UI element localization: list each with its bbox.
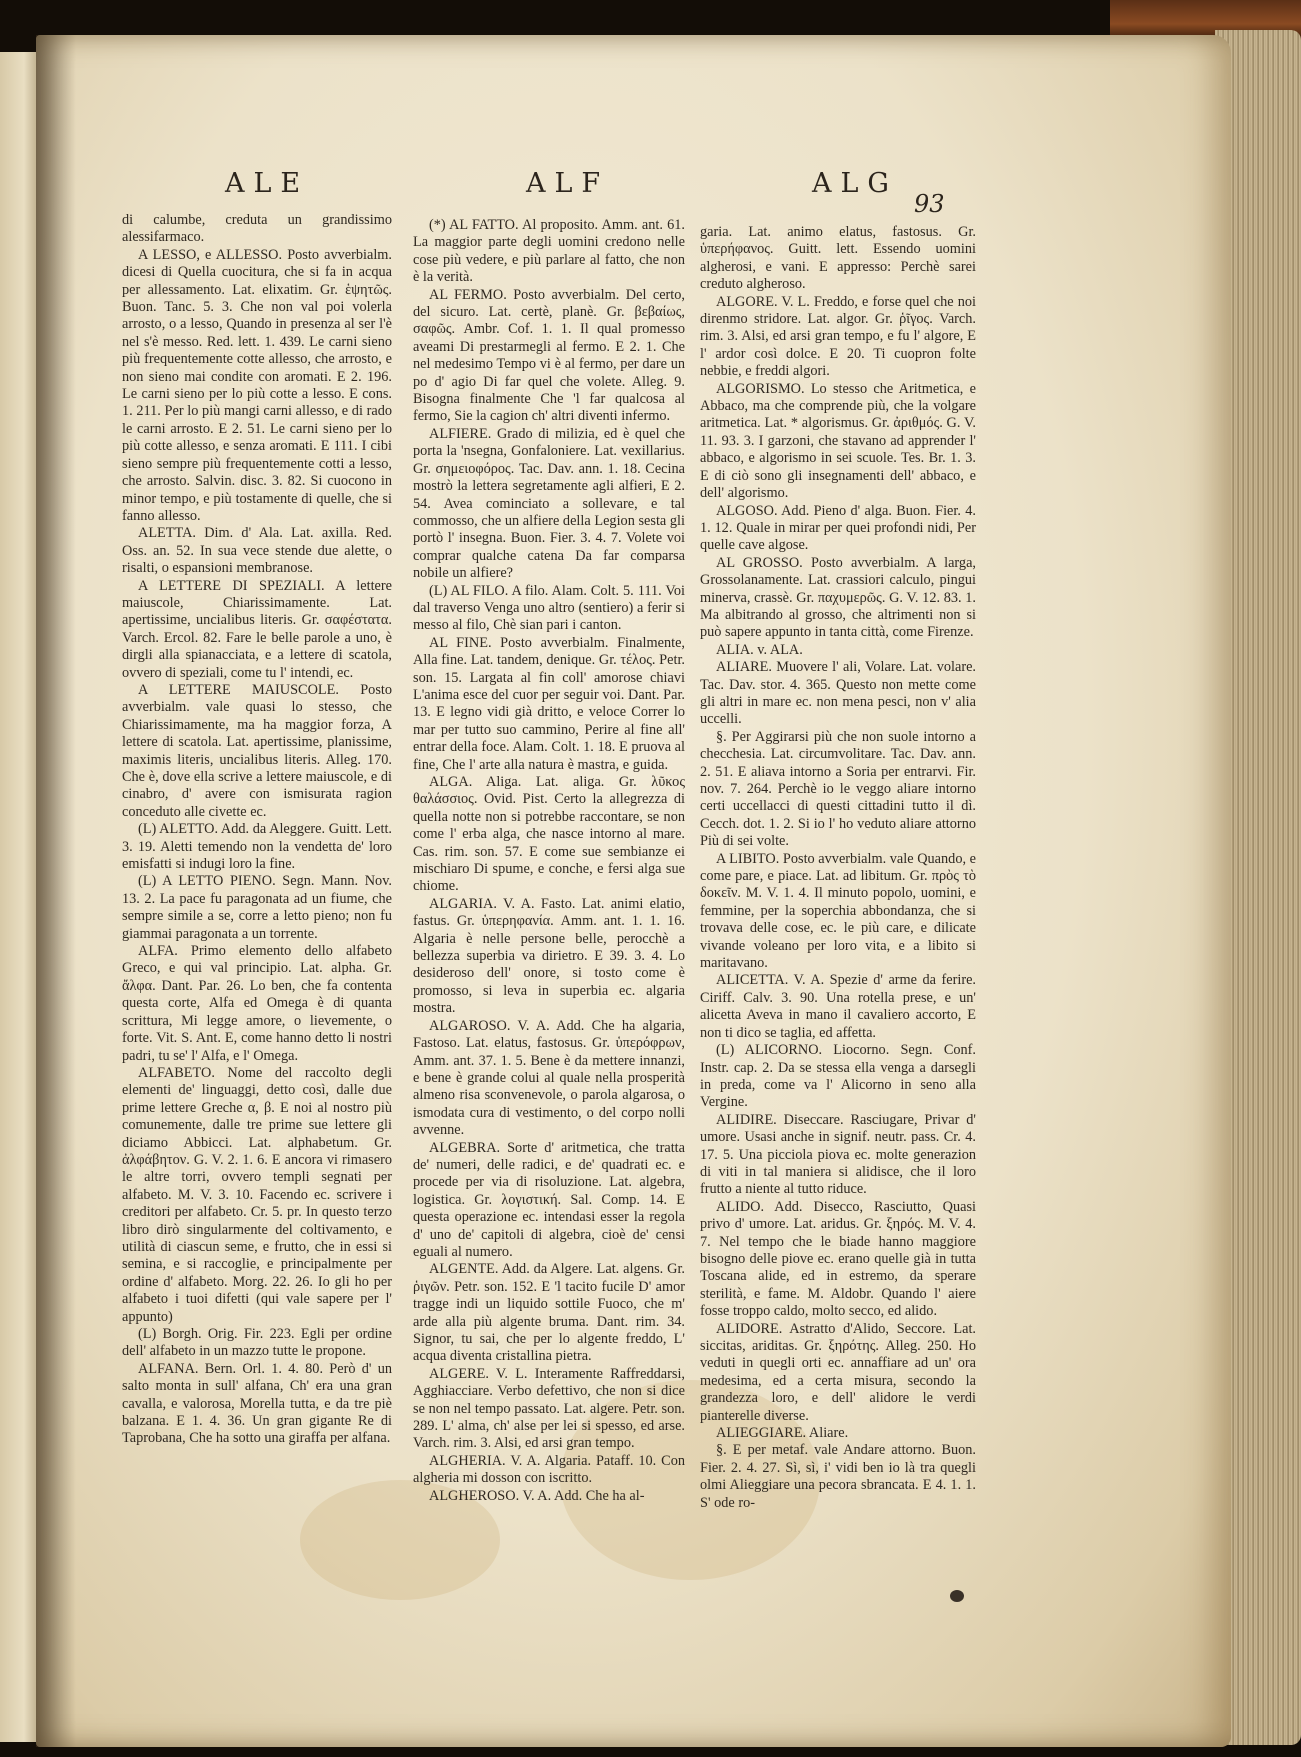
entry: ALGHERIA. V. A. Algaria. Pataff. 10. Con algheria mi dosson con iscritto. xyxy=(413,1452,685,1487)
entry: ALIDO. Add. Disecco, Rasciutto, Quasi privo d' umore. Lat. aridus. Gr. ξηρός. M. V. 4. 7. Nel tempo che le biade hanno maggiore bisogno delle piove ec. erano quelle già in tutta Toscana alide, ed in estremo, da sperare sterilità, e fame. M. Aldobr. Quando l' aiere fosse troppo caldo, molto secco, ed alido. xyxy=(700,1198,976,1320)
text-column-right xyxy=(700,224,976,1512)
text-column-left xyxy=(122,212,392,1448)
entry: A LETTERE MAIUSCOLE. Posto avverbialm. vale quasi lo stesso, che Chiarissimamente, ma ha maggior forza, A lettere di scatola. Lat. apertissime, planissime, maximis literis, uncialibus literis. Alleg. 170. Che è, dove ella scrive a lettere maiuscole, e di cinabro, d' avere con ismisurata ragion conceduto alle civette ec. xyxy=(122,681,392,820)
page-number: 93 xyxy=(914,190,945,218)
text-column-center xyxy=(413,217,685,1505)
entry: (L) ALETTO. Add. da Aleggere. Guitt. Lett. 3. 19. Aletti temendo non la vendetta de' loro emisfatti si indugi loro la fine. xyxy=(122,821,392,873)
entry: ALFANA. Bern. Orl. 1. 4. 80. Però d' un salto monta in sull' alfana, Ch' era una gran cavalla, e valorosa, Morella tutta, e da tre piè balzana. E 1. 4. 36. Un gran gigante Re di Taprobana, Che ha sotto una giraffa per alfana. xyxy=(122,1360,392,1447)
entry: ALIARE. Muovere l' ali, Volare. Lat. volare. Tac. Dav. stor. 4. 365. Questo non mette come gli altri in mare ec. non mena pesci, non v' alia uccelli. xyxy=(700,659,976,728)
entry: ALGORE. V. L. Freddo, e forse quel che noi direnmo stridore. Lat. algor. Gr. ῥῖγος. Varch. rim. 3. Alsi, ed arsi gran tempo, e fu l' algore, E l' ardor così dolce. E 20. Ti cuopron folte nebbie, e freddi algori. xyxy=(700,293,976,380)
entry: A LESSO, e ALLESSO. Posto avverbialm. dicesi di Quella cuocitura, che si fa in acqua per allessamento. Lat. elixatim. Gr. ἑψητῶς. Buon. Tanc. 5. 3. Che non val poi volerla arrosto, o a lesso, Quando in presenza al ser l'è nel s'è messo. Red. lett. 1. 439. Le carni sieno più frequentemente cotte allesso, che arrosto, e non sieno mai condite con aromati. E 2. 196. Le carni sieno per lo più cotte a lesso. E cons. 1. 211. Per lo più mangi carni allesso, e di rado le carni arrosto. E 2. 51. Le carni sieno per lo più cotte allesso, e senza aromati. E 111. I cibi sieno sempre più frequentemente cotti a lesso, che arrosto. Salvin. disc. 3. 82. Si cuocono in minor tempo, e più tostamente di quelle, che si fanno allesso. xyxy=(122,246,392,524)
entry: ALGHEROSO. V. A. Add. Che ha al- xyxy=(429,1487,645,1504)
entry: ALGAROSO. V. A. Add. Che ha algaria, Fastoso. Lat. elatus, fastosus. Gr. ὑπερόφρων, Amm. ant. 37. 1. 5. Bene è da mettere innanzi, e bene è grande colui al quale nella prosperità almeno risa sconvenevole, o parola algarosa, o ismodata cura di vestimento, o del corpo nolli avvenne. xyxy=(413,1017,685,1139)
entry: ALIDIRE. Diseccare. Rasciugare, Privar d' umore. Usasi anche in signif. neutr. pass. Cr. 4. 17. 5. Una picciola piova ec. molte generazion di viti in tal maniera si alidisce, che il loro frutto a niente al tutto riduce. xyxy=(700,1111,976,1198)
entry: AL FINE. Posto avverbialm. Finalmente, Alla fine. Lat. tandem, denique. Gr. τέλος. Petr. son. 15. Largata al fin coll' amorose chiavi L'anima esce del cuor per seguir voi. Dant. Par. 13. E legno vidi già dritto, e veloce Correr lo mar per tutto suo cammino, Perire al fine all' entrar della foce. Alam. Colt. 1. 18. E pruova al fine, Che l' arte alla natura è mastra, e guida. xyxy=(413,634,685,773)
entry: ALGERE. V. L. Interamente Raffreddarsi, Agghiacciare. Verbo defettivo, che non si dice se non nel tempo passato. Lat. algere. Petr. son. 289. L' alma, ch' alse per lei si spesso, ed arse. Varch. rim. 3. Alsi, ed arsi gran tempo. xyxy=(413,1365,685,1452)
entry: ALGARIA. V. A. Fasto. Lat. animi elatio, fastus. Gr. ὑπερηφανία. Amm. ant. 1. 1. 16. Algaria è nelle persone belle, perocchè a bellezza superbia va dirietro. E 39. 3. 4. Lo desideroso dell' onore, si tosto come è promosso, si leva in superbia ec. algaria mostra. xyxy=(413,895,685,1017)
entry: ALIEGGIARE. Aliare. xyxy=(716,1425,849,1442)
entry: ALICETTA. V. A. Spezie d' arme da ferire. Ciriff. Calv. 3. 90. Una rotella prese, e un' alicetta Aveva in mano il cavaliero accorto, E non ti dico se taglia, ed affetta. xyxy=(700,972,976,1041)
entry: garia. Lat. animo elatus, fastosus. Gr. ὑπερήφανος. Guitt. lett. Essendo uomini algherosi, e vani. E appresso: Perchè sarei creduto algheroso. xyxy=(700,224,976,293)
entry: ALIDORE. Astratto d'Alido, Seccore. Lat. siccitas, ariditas. Gr. ξηρότης. Alleg. 250. Ho veduti in quegli orti ec. annaffiare ad un' ora medesima, ed a certa misura, secondo la grandezza loro, e dell' alidore le verdi pianterelle diverse. xyxy=(700,1320,976,1424)
entry: A LIBITO. Posto avverbialm. vale Quando, e come pare, e piace. Lat. ad libitum. Gr. πρὸς τὸ δοκεῖν. M. V. 1. 4. Il minuto popolo, uomini, e femmine, per la soperchia abbondanza, che si trovava delle cose, ec. le più care, e dilicate vivande voleano per loro vita, e a libito si maritavano. xyxy=(700,850,976,972)
entry: ALGENTE. Add. da Algere. Lat. algens. Gr. ῥιγῶν. Petr. son. 152. E 'l tacito fucile D' amor tragge indi un liquido sottile Fuoco, che m' arde alla più algente bruma. Dant. rim. 34. Signor, tu sai, che per lo algente freddo, L' acqua diventa cristallina pietra. xyxy=(413,1261,685,1365)
entry: (L) ALICORNO. Liocorno. Segn. Conf. Instr. cap. 2. Da se stessa ella venga a darsegli in preda, come va l' Alicorno in seno alla Vergine. xyxy=(700,1042,976,1111)
gutter-shadow xyxy=(36,35,76,1747)
entry: (*) AL FATTO. Al proposito. Amm. ant. 61. La maggior parte degli uomini credono nelle cose più vedere, e più parlare al fatto, che non è la verità. xyxy=(413,217,685,286)
entry: ALGEBRA. Sorte d' aritmetica, che tratta de' numeri, delle radici, e de' quadrati ec. e procede per via di risoluzione. Lat. algebra, logistica. Gr. λογιστική. Sal. Comp. 14. E questa operazione ec. intendasi esser la regola d' uno de' capitoli di algebra, cioè de' censi eguali al numero. xyxy=(413,1139,685,1260)
entry: ALETTA. Dim. d' Ala. Lat. axilla. Red. Oss. an. 52. In sua vece stende due alette, o risalti, o espansioni membranose. xyxy=(122,525,392,577)
entry: §. E per metaf. vale Andare attorno. Buon. Fier. 2. 4. 27. Sì, sì, i' vidi ben io là tra quegli olmi Alieggiare una pecora sbrancata. E 4. 1. 1. S' ode ro- xyxy=(700,1442,976,1511)
entry: ALGOSO. Add. Pieno d' alga. Buon. Fier. 4. 1. 12. Quale in mirar per quei profondi nidi, Per quelle cave algose. xyxy=(700,502,976,554)
entry: ALFABETO. Nome del raccolto degli elementi de' linguaggi, detto così, dalle due prime lettere Greche α, β. E noi al nostro più comunemente, dalle tre prime sue lettere gli diciamo Abbicci. Lat. alphabetum. Gr. ἀλφάβητον. G. V. 2. 1. 6. E ancora vi rimasero le altre torri, ovvero templi segnati per alfabeto. M. V. 3. 10. Facendo ec. scrivere i creditori per alfabeto. Cr. 5. pr. In questo terzo libro dirò singularmente del coltivamento, e utilità di ciascun seme, e frutto, che in essi si semina, e si raccoglie, e principalmente per ordine d' alfabeto. Morg. 22. 26. Io gli ho per alfabeto i tuoi difetti (qui vale sapere per l' appunto) xyxy=(122,1064,392,1325)
entry: (L) Borgh. Orig. Fir. 223. Egli per ordine dell' alfabeto in un mazzo tutte le propone. xyxy=(122,1326,392,1360)
ink-speck xyxy=(950,1590,964,1602)
entry: ALFIERE. Grado di milizia, ed è quel che porta la 'nsegna, Gonfaloniere. Lat. vexillarius. Gr. σημειοφόρος. Tac. Dav. ann. 1. 18. Cecina mostrò la lettera segretamente agli alfieri, E 2. 54. Avea cominciato a sollevare, e tal commosso, che un alfiere della Legion sesta gli portò l' insegna. Buon. Fier. 3. 4. 7. Volete voi comprar qualche catena Da far comparsa nobile un alfiere? xyxy=(413,425,685,582)
entry: A LETTERE DI SPEZIALI. A lettere maiuscole, Chiarissimamente. Lat. apertissime, uncialibus literis. Gr. σαφέστατα. Varch. Ercol. 82. Fare le belle parole a uno, è dirgli alla spianacciata, e a lettere di scatola, ovvero di speziali, come tu l' intendi, ec. xyxy=(122,577,392,681)
entry: ALFA. Primo elemento dello alfabeto Greco, e qui val principio. Lat. alpha. Gr. ἄλφα. Dant. Par. 26. Lo ben, che fa contenta questa corte, Alfa ed Omega è di quanta scrittura, Mi legge amore, o lievemente, o forte. Vit. S. Ant. E, come hanno detto li nostri padri, tu se' l' Alfa, e l' Omega. xyxy=(122,943,392,1064)
guideword-right: ALG xyxy=(812,168,898,199)
facing-page-edge xyxy=(0,52,40,1742)
entry: ALIA. v. ALA. xyxy=(716,641,803,658)
entry: AL FERMO. Posto avverbialm. Del certo, del sicuro. Lat. certè, planè. Gr. βεβαίως, σαφῶς. Ambr. Cof. 1. 1. Il qual promesso aveami Di prestarmegli al fermo. E 2. 1. Che nel medesimo Tempo vi è al fermo, per dare un po d' agio Di far quel che volete. Alleg. 9. Bisogna finalmente Che 'l far qualcosa al fermo, Sie la cagion ch' altri diventi infermo. xyxy=(413,286,685,425)
entry: di calumbe, creduta un grandissimo alessifarmaco. xyxy=(122,212,392,246)
entry: AL GROSSO. Posto avverbialm. A larga, Grossolanamente. Lat. crassiori calculo, pingui minerva, crassè. Gr. παχυμερῶς. G. V. 12. 83. 1. Ma albitrando al grosso, che altrimenti non si può sapere appunto in tanta città, come Firenze. xyxy=(700,554,976,641)
entry: (L) AL FILO. A filo. Alam. Colt. 5. 111. Voi dal traverso Venga uno altro (sentiero) a ferir si messo al filo, Chè sian pari i canton. xyxy=(413,582,685,634)
entry: ALGA. Aliga. Lat. aliga. Gr. λῦκος θαλάσσιος. Ovid. Pist. Certo la allegrezza di quella notte non si potrebbe raccontare, se non come l' erba alga, che nasce intorno al mare. Cas. rim. son. 57. E come sue sembianze ei mischiaro Di spume, e conche, e fersi alga sue chiome. xyxy=(413,774,685,895)
guideword-left: ALE xyxy=(225,168,310,199)
entry: (L) A LETTO PIENO. Segn. Mann. Nov. 13. 2. La pace fu paragonata ad un fiume, che sempre simile a se, corre a letto pieno; non fu giammai paragonata a un torrente. xyxy=(122,873,392,942)
entry: ALGORISMO. Lo stesso che Aritmetica, e Abbaco, ma che comprende più, che la volgare aritmetica. Lat. * algorismus. Gr. ἀριθμός. G. V. 11. 93. 3. I garzoni, che stavano ad apprender l' abbaco, e algorismo in sei scuole. Tes. Br. 1. 3. E di ciò sono gli insegnamenti dell' abbaco, e dell' algorismo. xyxy=(700,380,976,502)
guideword-center: ALF xyxy=(526,168,610,199)
entry: §. Per Aggirarsi più che non suole intorno a checchesia. Lat. circumvolitare. Tac. Dav. ann. 2. 51. E aliava intorno a Soria per entrarvi. Fir. nov. 7. 264. Perchè io le veggo aliare intorno certi uccellacci di questi cittadini tutto il dì. Cecch. dot. 1. 2. Si io l' ho veduto aliare attorno Più di sei volte. xyxy=(700,728,976,850)
